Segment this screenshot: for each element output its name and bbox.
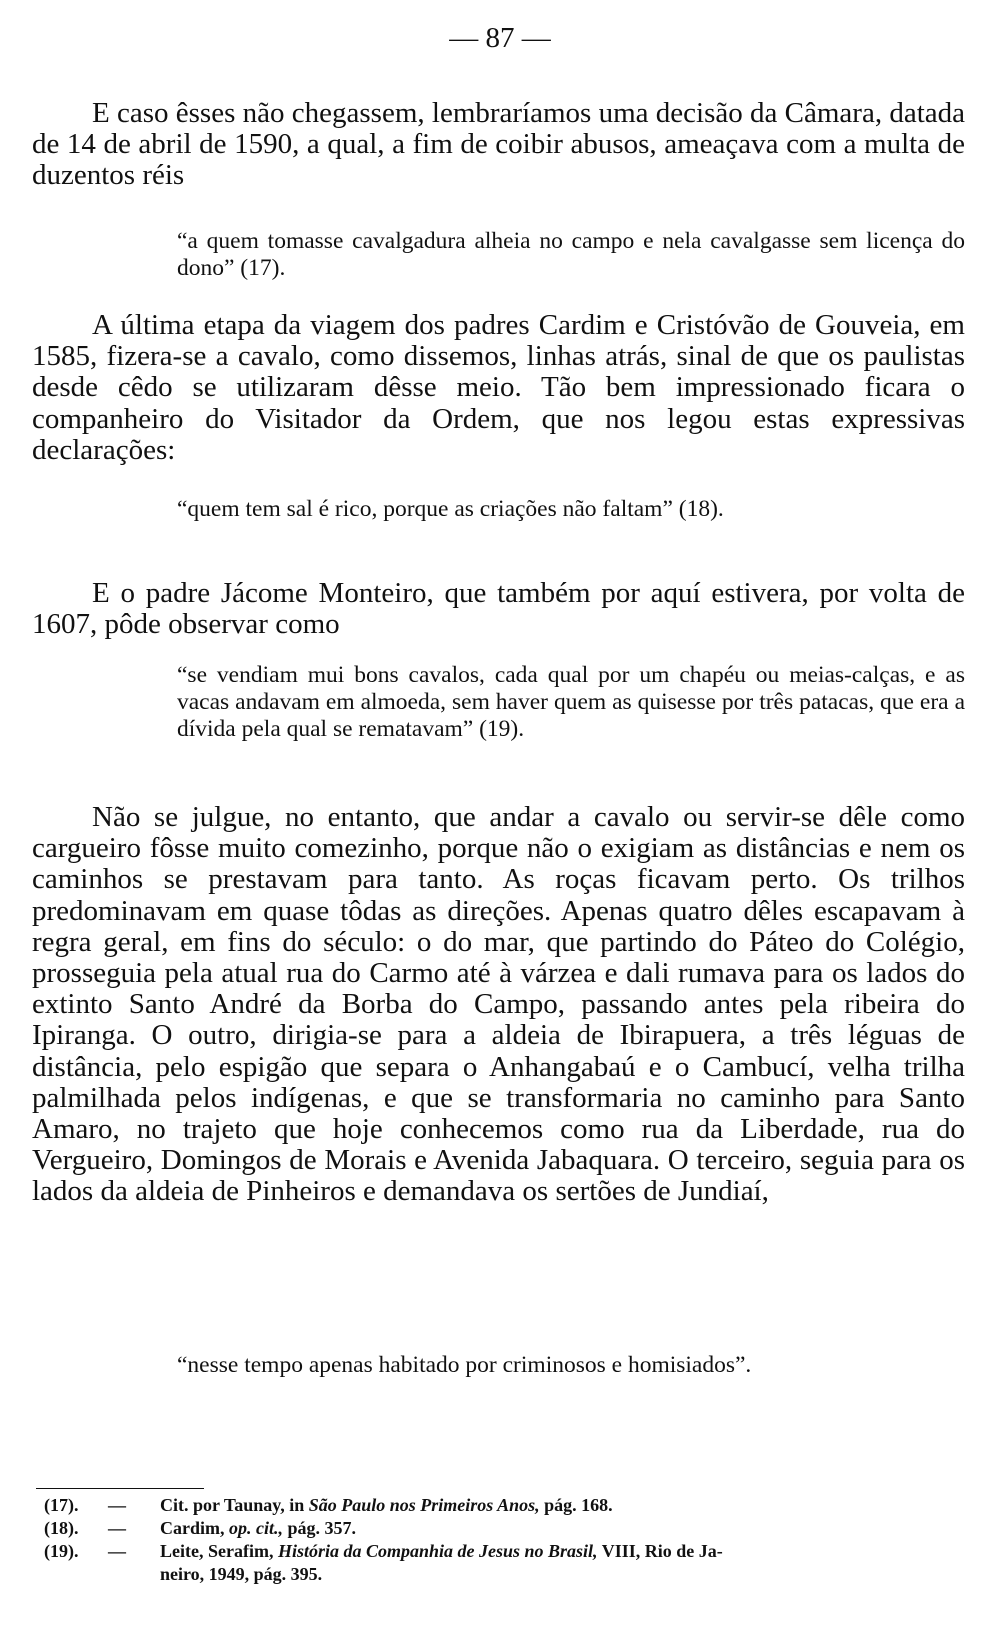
quote-2: “quem tem sal é rico, porque as criações não faltam” (18).	[177, 496, 724, 522]
footnote-text-end: pág. 168.	[539, 1495, 613, 1515]
footnote-text-end: VIII, Rio de Ja-	[597, 1541, 723, 1561]
footnote-dash: —	[108, 1541, 126, 1561]
footnote-text: Cit. por Taunay, in	[160, 1495, 309, 1515]
footnote-number: (19).	[44, 1541, 79, 1561]
footnote-text: Cardim,	[160, 1518, 229, 1538]
page-number: — 87 —	[449, 22, 551, 54]
footnote-title: op. cit.,	[229, 1518, 283, 1538]
footnote-19	[44, 1540, 965, 1586]
footnote-dash: —	[108, 1518, 126, 1538]
footnote-title: História da Companhia de Jesus no Brasil,	[277, 1541, 598, 1561]
footnote-number: (17).	[44, 1495, 79, 1515]
footnote-continuation: neiro, 1949, pág. 395.	[160, 1564, 323, 1584]
paragraph-3: E o padre Jácome Monteiro, que também por aquí estivera, por volta de 1607, pôde observar como	[32, 577, 965, 641]
footnote-divider	[36, 1488, 204, 1489]
footnote-17	[44, 1494, 965, 1517]
paragraph-2: A última etapa da viagem dos padres Cardim e Cristóvão de Gouveia, em 1585, fizera-se a cavalo, como dissemos, linhas atrás, sinal de que os paulistas desde cêdo se utilizaram dêsse meio. Tão bem impressionado ficara o companheiro do Visitador da Ordem, que nos legou estas expressivas declarações:	[32, 309, 965, 466]
footnote-text: Leite, Serafim,	[160, 1541, 278, 1561]
footnote-18	[44, 1517, 965, 1540]
quote-1: “a quem tomasse cavalgadura alheia no campo e nela cavalgasse sem licença do dono” (17).	[177, 228, 965, 281]
paragraph-4: Não se julgue, no entanto, que andar a cavalo ou servir-se dêle como cargueiro fôsse muito comezinho, porque não o exigiam as distâncias e nem os caminhos se prestavam para tanto. As roças ficavam perto. Os trilhos predominavam em quase tôdas as direções. Apenas quatro dêles escapavam à regra geral, em fins do século: o do mar, que partindo do Páteo do Colégio, prosseguia pela atual rua do Carmo até à várzea e dali rumava para os lados do extinto Santo André da Borba do Campo, passando antes pela ribeira do Ipiranga. O outro, dirigia-se para a aldeia de Ibirapuera, a três léguas de distância, pelo espigão que separa o Anhangabaú e o Cambucí, velha trilha palmilhada pelos indígenas, e que se transformaria no caminho para Santo Amaro, no trajeto que hoje conhecemos como rua da Liberdade, rua do Vergueiro, Domingos de Morais e Avenida Jabaquara. O terceiro, seguia para os lados da aldeia de Pinheiros e demandava os sertões de Jundiaí,	[32, 801, 965, 1208]
quote-4: “nesse tempo apenas habitado por criminosos e homisiados”.	[177, 1352, 752, 1378]
footnote-title: São Paulo nos Primeiros Anos,	[308, 1495, 540, 1515]
footnote-number: (18).	[44, 1518, 79, 1538]
footnote-text-end: pág. 357.	[283, 1518, 357, 1538]
quote-3: “se vendiam mui bons cavalos, cada qual por um chapéu ou meias-calças, e as vacas andavam em almoeda, sem haver quem as quisesse por três patacas, que era a dívida pela qual se rematavam” (19).	[177, 662, 965, 742]
paragraph-1: E caso êsses não chegassem, lembraríamos uma decisão da Câmara, datada de 14 de abril de 1590, a qual, a fim de coibir abusos, ameaçava com a multa de duzentos réis	[32, 97, 965, 192]
footnote-dash: —	[108, 1495, 126, 1515]
